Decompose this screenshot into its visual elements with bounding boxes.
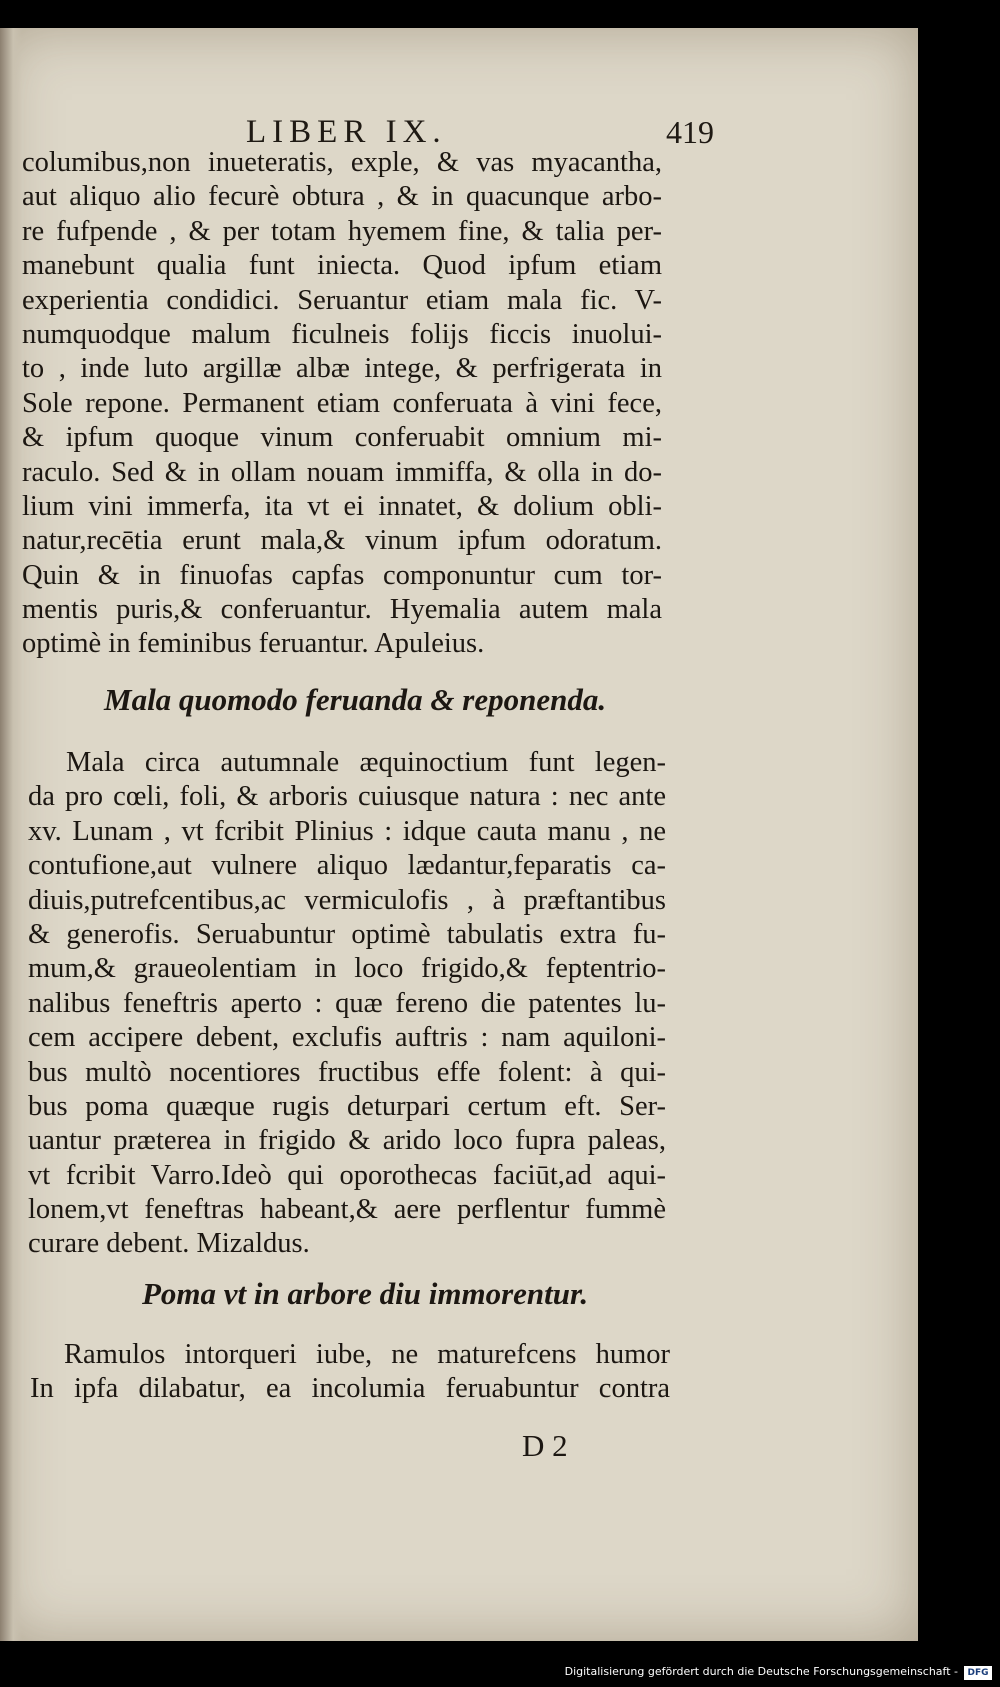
text-line: raculo. Sed & in ollam nouam immiffa, & olla in do- [22, 456, 662, 488]
text-line: experientia condidici. Seruantur etiam mala fic. V- [22, 284, 662, 316]
text-line: In ipfa dilabatur, ea incolumia feruabuntur contra [30, 1373, 670, 1405]
running-title: LIBER IX. [246, 114, 447, 150]
text-line: manebunt qualia funt iniecta. Quod ipfum etiam [22, 250, 662, 282]
text-line: uantur præterea in frigido & arido loco fupra paleas, [28, 1125, 666, 1157]
text-line: contufione,aut vulnere aliquo lædantur,feparatis ca- [28, 850, 666, 882]
text-line: optimè in feminibus feruantur. Apuleius. [22, 628, 485, 660]
text-line: curare debent. Mizaldus. [28, 1228, 310, 1260]
text-line: Sole repone. Permanent etiam conferuata à vini fece, [22, 387, 662, 419]
dfg-logo: DFG [964, 1666, 992, 1680]
text-line: aut aliquo alio fecurè obtura , & in quacunque arbo- [22, 181, 662, 213]
paragraph-1 [22, 146, 662, 662]
page-number: 419 [666, 114, 714, 150]
text-line: mum,& graueolentiam in loco frigido,& feptentrio- [28, 953, 666, 985]
text-line: lonem,vt feneftras habeant,& aere perflentur fummè [28, 1194, 666, 1226]
page-fold-shadow [0, 28, 22, 1641]
paragraph-3 [30, 1338, 670, 1407]
text-line: Ramulos intorqueri iube, ne maturefcens humor [64, 1339, 670, 1370]
book-page [0, 28, 918, 1641]
section-heading: Poma vt in arbore diu immorentur. [142, 1276, 589, 1311]
section-heading: Mala quomodo feruanda & reponenda. [104, 682, 607, 717]
text-line: bus poma quæque rugis deturpari certum eft. Ser- [28, 1090, 666, 1122]
text-line: diuis,putrefcentibus,ac vermiculofis , à præftantibus [28, 884, 666, 916]
text-line: natur,recētia erunt mala,& vinum ipfum odoratum. [22, 525, 662, 557]
text-line: nalibus feneftris aperto : quæ fereno die patentes lu- [28, 987, 666, 1019]
digitization-credit: Digitalisierung gefördert durch die Deutsche Forschungsgemeinschaft - [564, 1665, 958, 1678]
text-line: bus multò nocentiores fructibus effe folent: à qui- [28, 1056, 666, 1088]
text-line: lium vini immerfa, ita vt ei innatet, & dolium obli- [22, 490, 662, 522]
text-line: columibus,non inueteratis, exple, & vas myacantha, [22, 147, 662, 178]
text-line: Quin & in finuofas capfas componuntur cum tor- [22, 559, 662, 591]
text-line: & ipfum quoque vinum conferuabit omnium mi- [22, 422, 662, 454]
text-line: vt fcribit Varro.Ideò qui oporothecas faciūt,ad aqui- [28, 1159, 666, 1191]
text-line: cem accipere debent, exclufis auftris : nam aquiloni- [28, 1022, 666, 1054]
text-line: & generofis. Seruabuntur optimè tabulatis extra fu- [28, 918, 666, 950]
text-line: xv. Lunam , vt fcribit Plinius : idque cauta manu , ne [28, 815, 666, 847]
text-line: mentis puris,& conferuantur. Hyemalia autem mala [22, 594, 662, 626]
text-line: to , inde luto argillæ albæ intege, & perfrigerata in [22, 353, 662, 385]
signature-mark: D 2 [522, 1428, 568, 1463]
text-line: Mala circa autumnale æquinoctium funt legen- [66, 747, 666, 778]
paragraph-2 [28, 746, 666, 1262]
text-line: da pro cœli, foli, & arboris cuiusque natura : nec ante [28, 781, 666, 813]
text-line: numquodque malum ficulneis folijs ficcis inuolui- [22, 318, 662, 350]
text-line: re fufpende , & per totam hyemem fine, & talia per- [22, 215, 662, 247]
